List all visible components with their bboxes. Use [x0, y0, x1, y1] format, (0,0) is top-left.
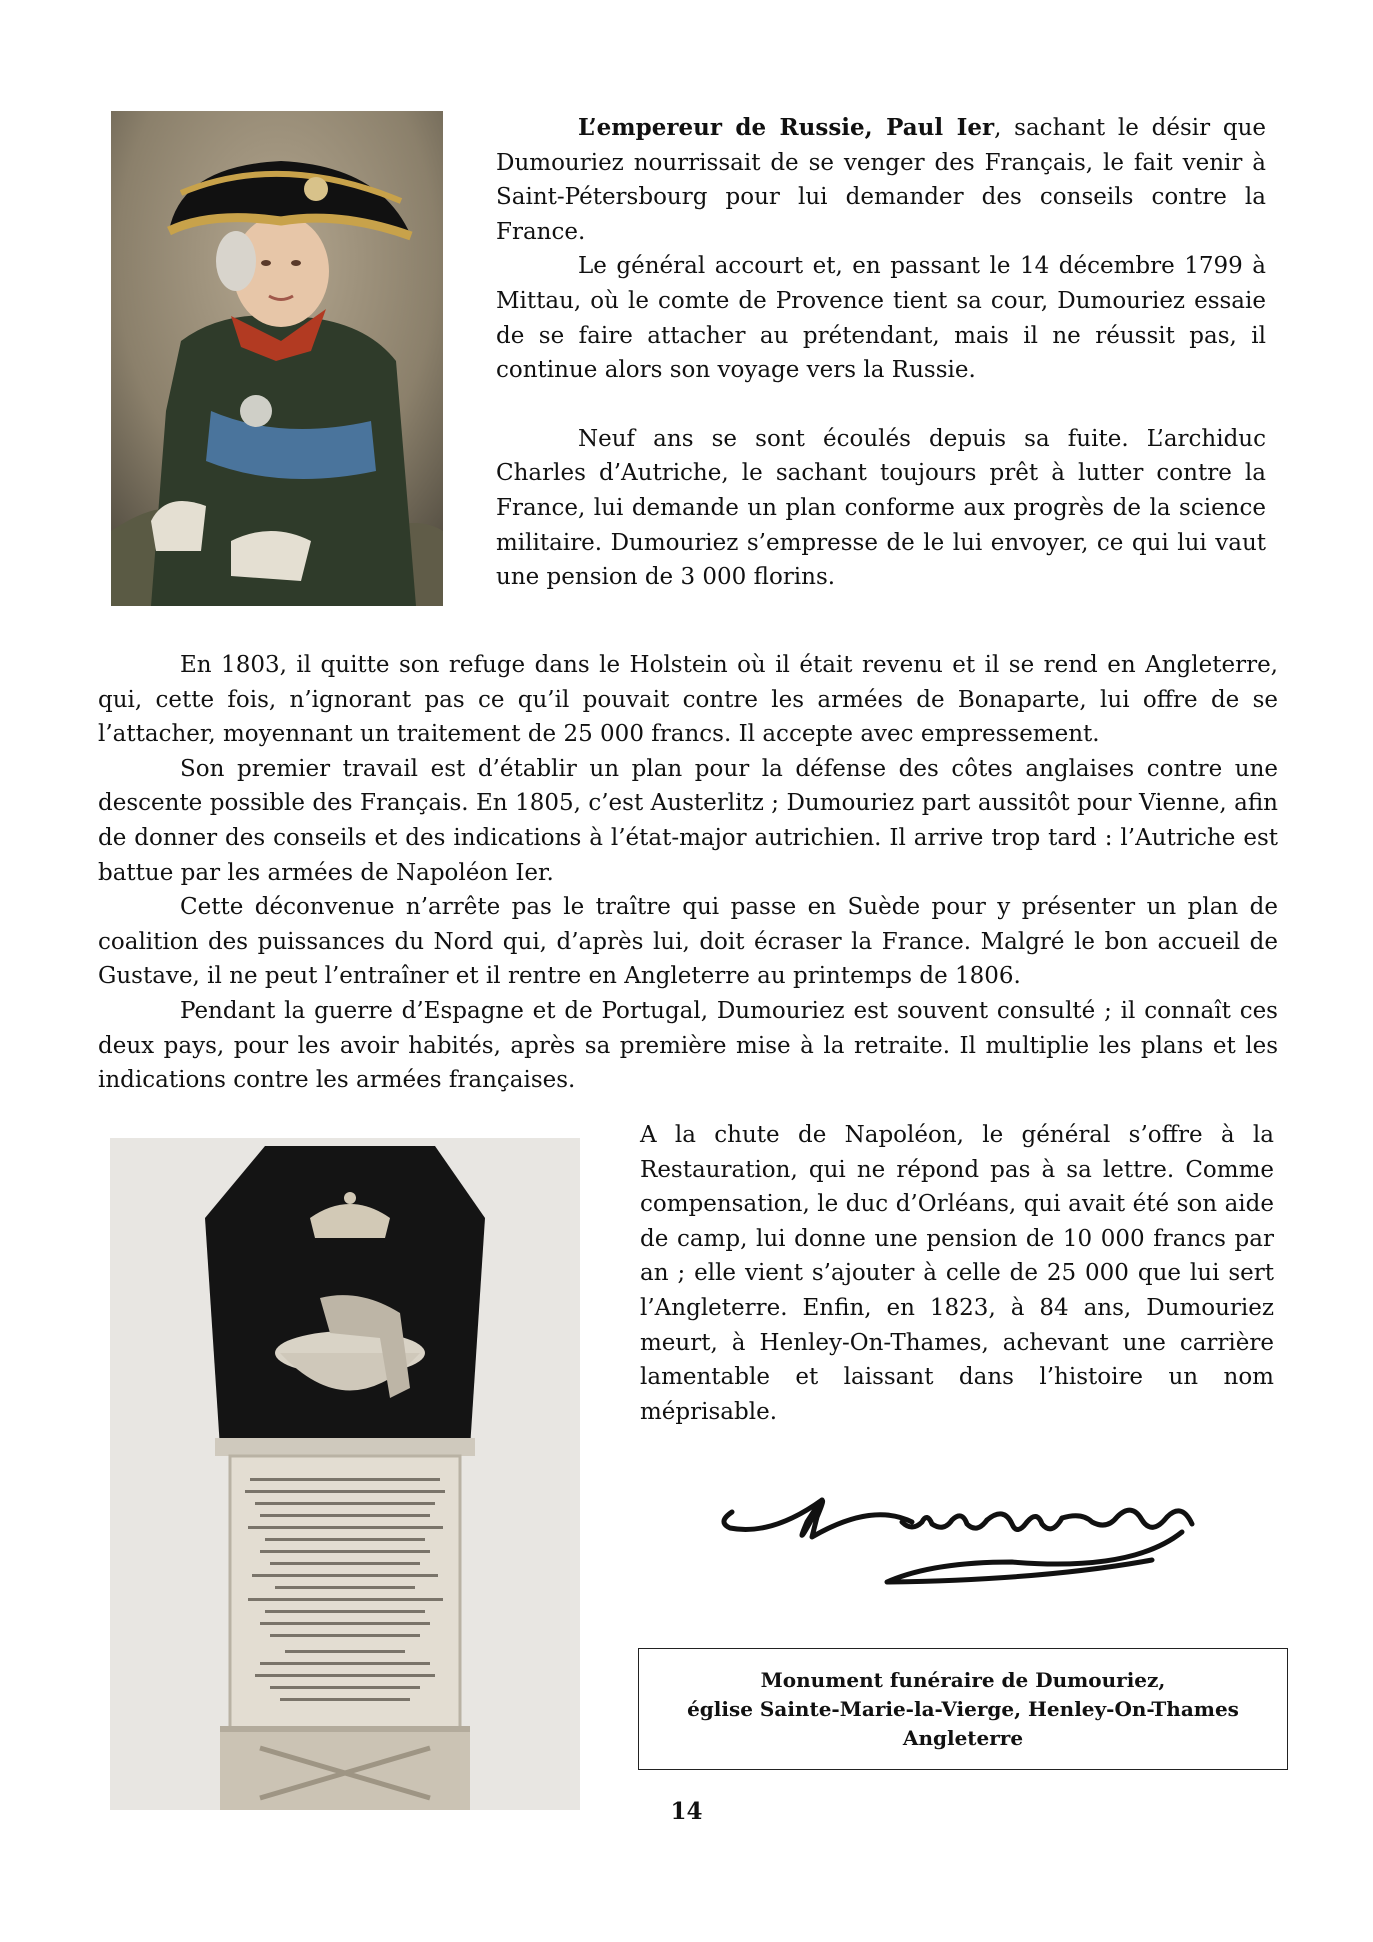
- photo-caption: [638, 1648, 1288, 1770]
- paragraph: Cette déconvenue n’arrête pas le traître qui passe en Suède pour y présenter un plan de coalition des puissances du Nord qui, d’après lui, doit écraser la France. Malgré le bon accueil de Gustave, il ne peut l’entraîner et il rentre en Angleterre au printemps de 1806.: [98, 894, 1278, 990]
- paragraph: En 1803, il quitte son refuge dans le Holstein où il était revenu et il se rend en Angleterre, qui, cette fois, n’ignorant pas ce qu’il pouvait contre les armées de Bonaparte, lui offre de se l’attacher, moyennant un traitement de 25 000 francs. Il accepte avec empressement.: [98, 652, 1278, 748]
- signature-scribble: [712, 1462, 1232, 1602]
- text-block-top: [496, 111, 1266, 595]
- paragraph-text: , sachant le désir que Dumouriez nourrissait de se venger des Français, le fait venir à Saint-Pétersbourg pour lui demander des conseils contre la France.: [496, 115, 1266, 245]
- paragraph: Son premier travail est d’établir un plan pour la défense des côtes anglaises contre une descente possible des Français. En 1805, c’est Austerlitz ; Dumouriez part aussitôt pour Vienne, afin de donner des conseils et des indications à l’état-major autrichien. Il arrive trop tard : l’Autriche est battue par les armées de Napoléon Ier.: [98, 755, 1278, 886]
- paragraph: A la chute de Napoléon, le général s’offre à la Restauration, qui ne répond pas à sa lettre. Comme compensation, le duc d’Orléans, qui avait été son aide de camp, lui donne une pension de 10 000 francs par an ; elle vient s’ajouter à celle de 25 000 que lui sert l’Angleterre. Enfin, en 1823, à 84 ans, Dumouriez meurt, à Henley-On-Thames, achevant une carrière lamentable et laissant dans l’histoire un nom méprisable.: [640, 1122, 1274, 1425]
- monument-photo: [110, 1138, 580, 1810]
- paragraph: Neuf ans se sont écoulés depuis sa fuite. L’archiduc Charles d’Autriche, le sachant toujours prêt à lutter contre la France, lui demande un plan conforme aux progrès de la science militaire. Dumouriez s’empresse de le lui envoyer, ce qui lui vaut une pension de 3 000 florins.: [496, 425, 1266, 591]
- paragraph: Le général accourt et, en passant le 14 décembre 1799 à Mittau, où le comte de Provence tient sa cour, Dumouriez essaie de se faire attacher au prétendant, mais il ne réussit pas, il continue alors son voyage vers la Russie.: [496, 253, 1266, 384]
- portrait-painting: [111, 111, 443, 606]
- caption-line: église Sainte-Marie-la-Vierge, Henley-On-Thames: [687, 1696, 1239, 1721]
- paragraph: [496, 111, 1266, 249]
- emphasis-text: L’empereur de Russie, Paul Ier: [578, 114, 995, 141]
- portrait-image: [111, 111, 443, 606]
- monument-illustration: [110, 1138, 580, 1810]
- signature-image: [712, 1462, 1232, 1602]
- caption-line: Angleterre: [902, 1725, 1024, 1750]
- text-block-middle: [98, 648, 1278, 1098]
- paragraph: Pendant la guerre d’Espagne et de Portugal, Dumouriez est souvent consulté ; il connaît ces deux pays, pour les avoir habités, après sa première mise à la retraite. Il multiplie les plans et les indications contre les armées françaises.: [98, 997, 1278, 1094]
- text-block-lower: [640, 1118, 1274, 1429]
- page-number: 14: [670, 1798, 703, 1825]
- caption-line: Monument funéraire de Dumouriez,: [760, 1667, 1166, 1692]
